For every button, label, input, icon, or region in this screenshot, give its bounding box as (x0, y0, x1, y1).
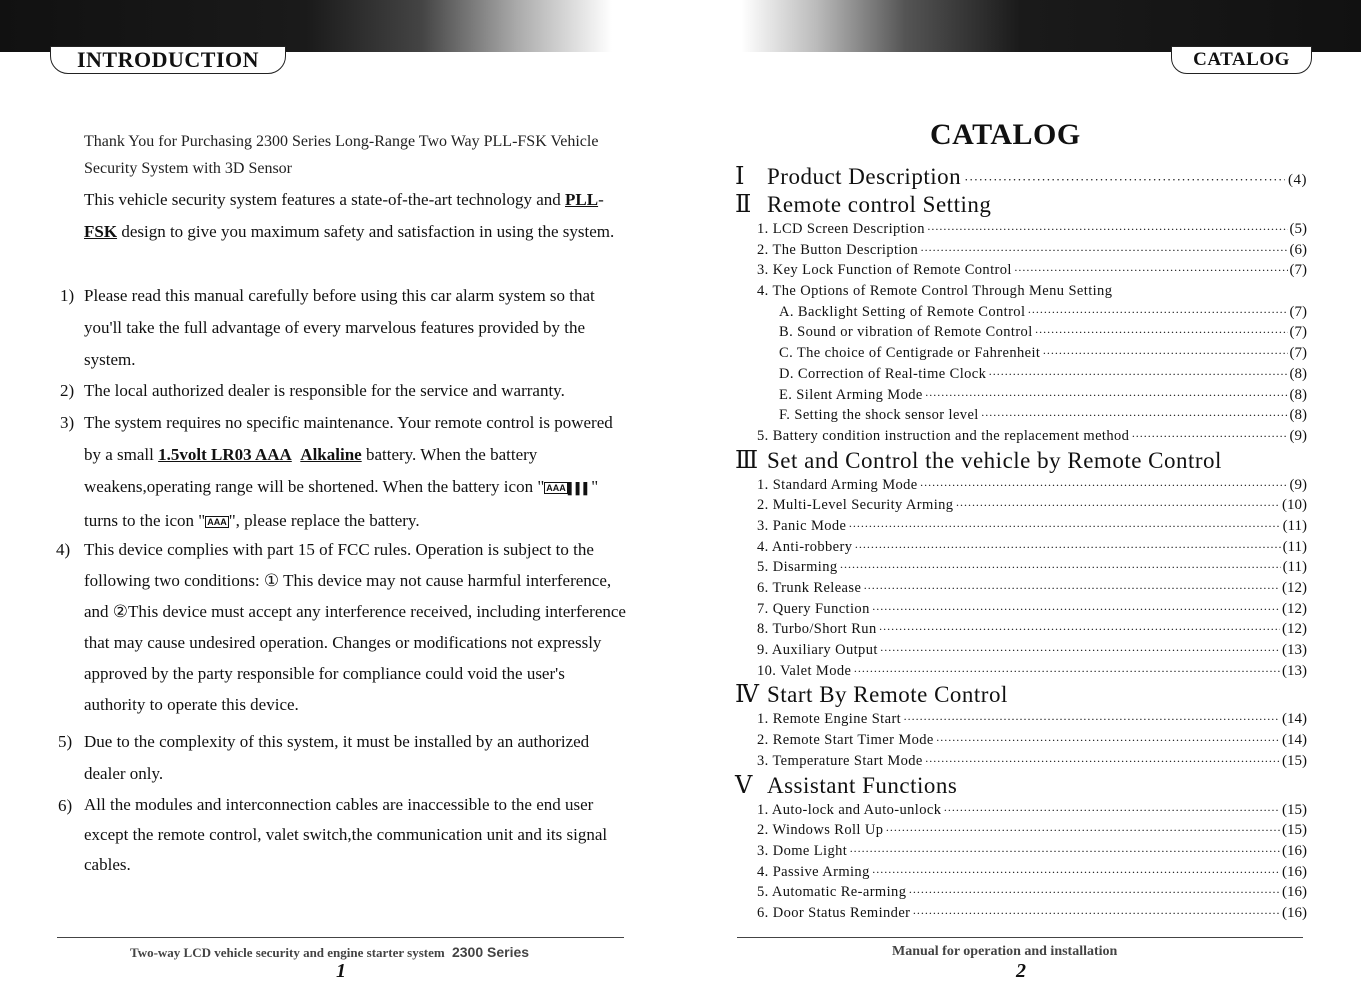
entry-label: 4. The Options of Remote Control Through Menu Setting (757, 283, 1113, 300)
entry-label: 3. Dome Light (757, 842, 848, 859)
header-band-right (680, 0, 1361, 52)
catalog-entry (735, 475, 1307, 496)
entry-page: (16) (1282, 863, 1307, 880)
battery-text-c: turns to the icon (84, 511, 199, 530)
entry-label: 3. Temperature Start Mode (757, 752, 923, 769)
catalog-entry (735, 800, 1307, 821)
catalog-entry (735, 661, 1307, 682)
catalog-entry (735, 537, 1307, 558)
catalog-entry (735, 240, 1307, 261)
pll-term: PLL (565, 190, 599, 209)
leader-dots (943, 800, 1280, 821)
entry-page: (11) (1282, 517, 1307, 534)
leader-dots (872, 599, 1280, 620)
page-number-left: 1 (336, 960, 346, 982)
footer-series: 2300 Series (451, 944, 530, 960)
section-title: Remote control Setting (767, 192, 992, 217)
catalog-entry (735, 599, 1307, 620)
entry-label: E. Silent Arming Mode (779, 386, 923, 403)
leader-dots (1042, 343, 1287, 364)
page-number-right: 2 (1016, 960, 1026, 982)
section-title: Product Description (767, 164, 962, 189)
battery-text-a: The system requires no specific maintenance. Your remote control is powered by a small (84, 413, 613, 464)
entry-label: D. Correction of Real-time Clock (779, 365, 987, 382)
leader-dots (955, 495, 1280, 516)
leader-dots (872, 862, 1280, 883)
entry-label: A. Backlight Setting of Remote Control (779, 303, 1026, 320)
leader-dots (879, 619, 1280, 640)
leader-dots (880, 640, 1280, 661)
item-number: 6) (58, 796, 73, 815)
catalog-list (735, 163, 1307, 924)
catalog-section (735, 163, 1307, 191)
leader-dots (854, 537, 1280, 558)
entry-label: 8. Turbo/Short Run (757, 621, 877, 638)
battery-text-b: battery. When the battery weakens,operating range will be shortened. When the battery icon (84, 445, 538, 496)
entry-label: 2. The Button Description (757, 241, 919, 258)
catalog-entry (735, 903, 1307, 924)
entry-page: (14) (1282, 711, 1307, 728)
leader-dots (927, 219, 1288, 240)
section-roman-numeral: Ⅴ (735, 772, 753, 799)
leader-dots (903, 709, 1280, 730)
leader-dots (863, 578, 1280, 599)
catalog-section (735, 772, 1307, 800)
catalog-entry (735, 364, 1307, 385)
entry-page: (7) (1289, 303, 1307, 320)
section-title: Set and Control the vehicle by Remote Control (767, 447, 1222, 473)
entry-label: 10. Valet Mode (757, 662, 852, 679)
entry-label: 5. Disarming (757, 559, 838, 576)
entry-label: 2. Multi-Level Security Arming (757, 497, 954, 514)
list-item: All the modules and interconnection cables are inaccessible to the end user except the remote control, valet switch,the communication unit and its signal cables. (84, 795, 608, 874)
catalog-section (735, 447, 1307, 475)
catalog-entry (735, 516, 1307, 537)
entry-page: (12) (1282, 600, 1307, 617)
entry-page: (6) (1289, 241, 1307, 258)
section-page: (4) (1288, 172, 1307, 188)
entry-label: 7. Query Function (757, 600, 870, 617)
leader-dots (848, 516, 1280, 537)
catalog-entry (735, 841, 1307, 862)
catalog-entry (735, 495, 1307, 516)
entry-page: (15) (1282, 801, 1307, 818)
entry-label: 3. Panic Mode (757, 517, 847, 534)
catalog-entry (735, 322, 1307, 343)
leader-dots (964, 166, 1285, 194)
alkaline-term: Alkaline (300, 445, 362, 464)
entry-page: (15) (1282, 822, 1307, 839)
entry-page: (7) (1289, 262, 1307, 279)
catalog-entry (735, 385, 1307, 406)
entry-label: 6. Door Status Reminder (757, 904, 911, 921)
section-title: Start By Remote Control (767, 682, 1008, 708)
intro-paragraph (84, 184, 628, 248)
battery-text-d: , please replace the battery. (235, 511, 420, 530)
entry-label: C. The choice of Centigrade or Fahrenheit (779, 345, 1041, 362)
entry-label: B. Sound or vibration of Remote Control (779, 324, 1033, 341)
item-number: 3) (60, 413, 75, 432)
catalog-tab: CATALOG (1171, 46, 1312, 74)
leader-dots (849, 841, 1280, 862)
entry-label: 2. Windows Roll Up (757, 822, 884, 839)
intro-text-b: design to give you maximum safety and satisfaction in using the system. (117, 222, 615, 241)
list-item: This device complies with part 15 of FCC rules. Operation is subject to the following two conditions: ① This device may not cause harmful interference, and ②This device must accept any interference received, including interference that may cause undesired operation. Changes or modifications not expressly approved by the party responsible for compliance could void the user's authority to operate this device. (84, 540, 626, 714)
catalog-entry (735, 281, 1307, 302)
entry-label: 1. LCD Screen Description (757, 221, 925, 237)
catalog-entry (735, 426, 1307, 447)
list-item: Please read this manual carefully before using this car alarm system so that you'll take the full advantage of every marvelous features provided by the system. (84, 286, 595, 369)
entry-label: F. Setting the shock sensor level (779, 407, 979, 424)
entry-page: (15) (1282, 752, 1307, 769)
footer-rule-right (737, 937, 1303, 938)
catalog-entry (735, 343, 1307, 364)
entry-page: (7) (1289, 345, 1307, 362)
section-roman-numeral: Ⅱ (735, 192, 752, 218)
entry-label: 5. Automatic Re-arming (757, 884, 907, 901)
catalog-section (735, 681, 1307, 709)
entry-page: (16) (1282, 904, 1307, 921)
entry-page: (9) (1289, 476, 1307, 493)
catalog-entry (735, 709, 1307, 730)
section-roman-numeral: Ⅰ (735, 164, 745, 190)
entry-page: (11) (1282, 559, 1307, 576)
entry-label: 2. Remote Start Timer Mode (757, 732, 934, 749)
leader-dots (853, 661, 1280, 682)
entry-page: (8) (1289, 407, 1307, 424)
item-number: 4) (56, 540, 71, 559)
battery-full-icon: AAA (546, 483, 566, 494)
catalog-entry (735, 219, 1307, 240)
leader-dots (936, 730, 1280, 751)
section-title: Assistant Functions (767, 772, 958, 798)
catalog-entry (735, 302, 1307, 323)
list-item: The system requires no specific maintenance. Your remote control is powered by a small 1.5volt LR03 AAA Alkaline battery. When the battery weakens,operating range will be shortened. When the battery icon " AAA ▌▌▌" turns to the icon " AAA ", please replace the battery. (84, 413, 613, 530)
entry-page: (13) (1282, 662, 1307, 679)
leader-dots (920, 240, 1287, 261)
entry-page: (12) (1282, 580, 1307, 596)
item-number: 5) (58, 732, 73, 751)
entry-label: 6. Trunk Release (757, 580, 862, 596)
entry-page: (8) (1289, 365, 1307, 382)
entry-label: 1. Auto-lock and Auto-unlock (757, 801, 942, 818)
battery-bars-icon: ▌▌▌ (567, 483, 592, 495)
catalog-entry (735, 640, 1307, 661)
leader-dots (1131, 426, 1287, 447)
catalog-entry (735, 619, 1307, 640)
battery-spec: 1.5volt LR03 AAA (158, 445, 292, 464)
entry-page: (14) (1282, 732, 1307, 749)
entry-page: (8) (1289, 386, 1307, 403)
entry-label: 9. Auxiliary Output (757, 642, 878, 659)
battery-low-icon: AAA (207, 517, 227, 528)
catalog-entry (735, 557, 1307, 578)
entry-page: (16) (1282, 884, 1307, 901)
intro-line: Thank You for Purchasing 2300 Series Long-Range Two Way PLL-FSK Vehicle Security System with 3D Sensor (84, 133, 599, 177)
catalog-entry (735, 730, 1307, 751)
catalog-entry (735, 862, 1307, 883)
entry-page: (12) (1282, 621, 1307, 638)
catalog-entry (735, 405, 1307, 426)
leader-dots (920, 475, 1288, 496)
entry-page: (5) (1289, 221, 1307, 237)
leader-dots (925, 385, 1288, 406)
item-number: 1) (60, 286, 75, 305)
entry-page: (13) (1282, 642, 1307, 659)
leader-dots (925, 751, 1280, 772)
pll-fsk-dash: - (598, 190, 604, 209)
entry-page: (11) (1282, 538, 1307, 555)
entry-page: (16) (1282, 842, 1307, 859)
header-band-left (0, 0, 680, 52)
leader-dots (981, 405, 1288, 426)
entry-label: 1. Remote Engine Start (757, 711, 902, 728)
entry-label: 5. Battery condition instruction and the replacement method (757, 427, 1130, 444)
footer-rule-left (57, 937, 624, 938)
entry-label: 4. Passive Arming (757, 863, 870, 880)
leader-dots (1035, 322, 1288, 343)
footer-left (130, 944, 529, 961)
entry-label: 3. Key Lock Function of Remote Control (757, 262, 1012, 279)
catalog-section (735, 191, 1307, 219)
footer-right: Manual for operation and installation (892, 944, 1118, 959)
leader-dots (908, 882, 1280, 903)
section-roman-numeral: Ⅳ (735, 682, 760, 709)
leader-dots (912, 903, 1280, 924)
leader-dots (988, 364, 1287, 385)
catalog-entry (735, 751, 1307, 772)
fsk-term: FSK (84, 222, 118, 241)
list-item: Due to the complexity of this system, it must be installed by an authorized dealer only. (84, 732, 590, 783)
item-number: 2) (60, 381, 75, 400)
leader-dots (885, 820, 1280, 841)
entry-page: (7) (1289, 324, 1307, 341)
leader-dots (1027, 302, 1287, 323)
catalog-entry (735, 882, 1307, 903)
catalog-entry (735, 578, 1307, 599)
footer-text: Two-way LCD vehicle security and engine starter system (130, 945, 445, 960)
intro-text-a: This vehicle security system features a state-of-the-art technology and (84, 190, 566, 209)
entry-page: (9) (1289, 427, 1307, 444)
catalog-title: CATALOG (930, 118, 1081, 151)
leader-dots (1014, 260, 1288, 281)
catalog-entry (735, 260, 1307, 281)
section-roman-numeral: Ⅲ (735, 447, 759, 474)
introduction-tab: INTRODUCTION (50, 46, 286, 74)
leader-dots (840, 557, 1281, 578)
entry-label: 4. Anti-robbery (757, 538, 853, 555)
entry-page: (10) (1282, 497, 1307, 514)
catalog-entry (735, 820, 1307, 841)
entry-label: 1. Standard Arming Mode (757, 476, 918, 493)
list-item: The local authorized dealer is responsible for the service and warranty. (84, 381, 565, 400)
